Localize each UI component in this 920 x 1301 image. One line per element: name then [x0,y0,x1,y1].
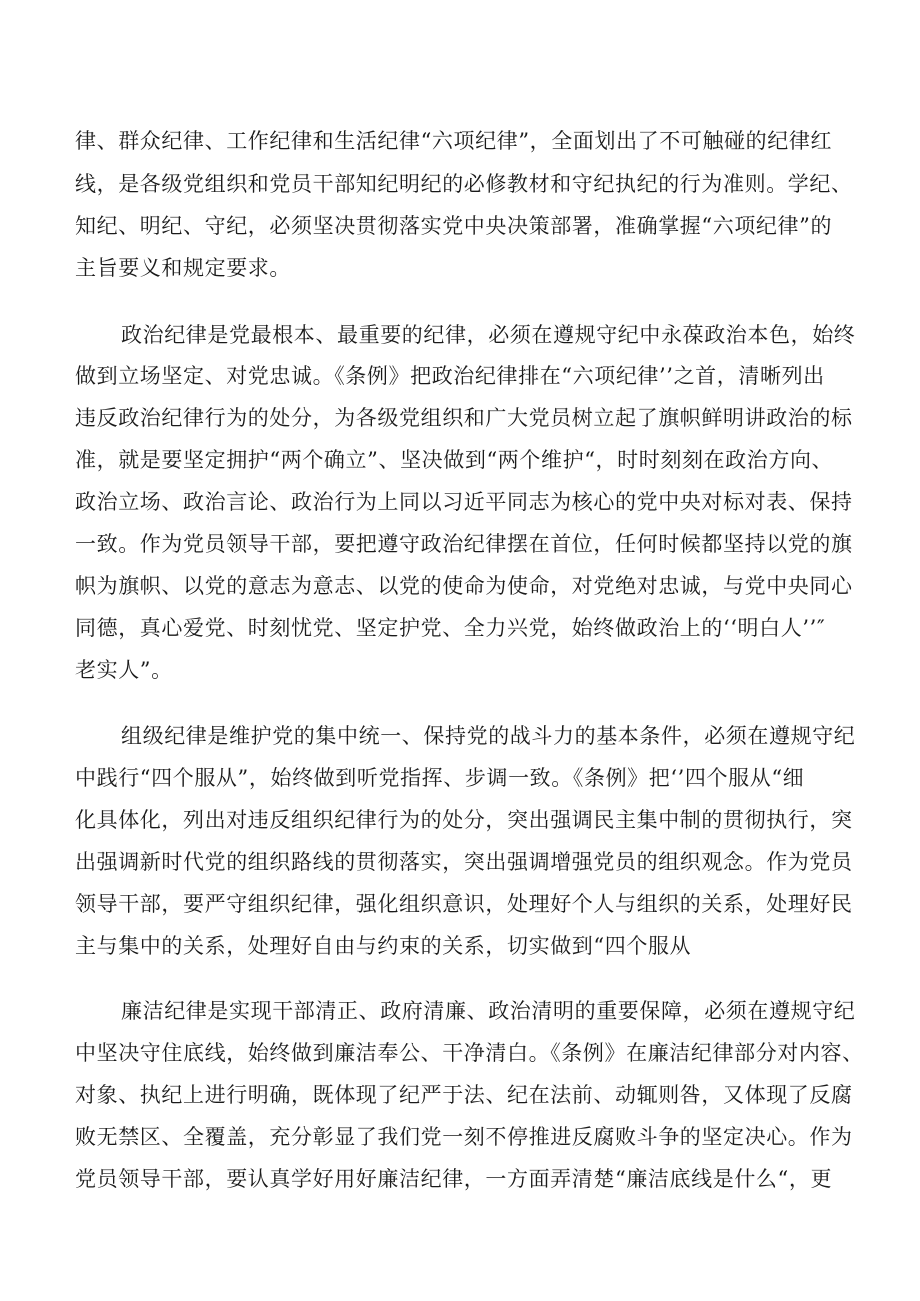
text-line: 老实人”。 [75,658,173,682]
text-line: 同德，真心爱党、时刻忧党、坚定护党、全力兴党，始终做政治上的‘‘明白人’’″ [75,616,826,640]
text-line: 违反政治纪律行为的处分，为各级党组织和广大党员树立起了旗帜鲜明讲政治的标 [75,406,853,430]
text-line: 出强调新时代党的组织路线的贯彻落实，突出强调增强党员的组织观念。作为党员 [75,850,853,874]
text-line: 组级纪律是维护党的集中统一、保持党的战斗力的基本条件，必须在遵规守纪 [121,724,856,748]
text-line: 化具体化，列出对违反组织纪律行为的处分，突出强调民主集中制的贯彻执行，突 [75,808,853,832]
text-line: 主旨要义和规定要求。 [75,256,291,280]
text-line: 中坚决守住底线，始终做到廉洁奉公、干净清白。《条例》在廉洁纪律部分对内容、 [75,1041,864,1065]
text-line: 对象、执纪上进行明确，既体现了纪严于法、纪在法前、动辄则咎，又体现了反腐 [75,1083,853,1107]
text-line: 准，就是要坚定拥护“两个确立”、坚决做到“两个维护“，时时刻刻在政治方向、 [75,448,834,472]
text-line: 中践行“四个服从”，始终做到听党指挥、步调一致。《条例》把‘’四个服从“细 [75,766,805,790]
text-line: 主与集中的关系，处理好自由与约束的关系，切实做到“四个服从 [75,934,692,958]
text-line: 政治立场、政治言论、政治行为上同以习近平同志为核心的党中央对标对表、保持 [75,490,853,514]
text-line: 线，是各级党组织和党员干部知纪明纪的必修教材和守纪执纪的行为准则。学纪、 [75,172,853,196]
text-line: 政治纪律是党最根本、最重要的纪律，必须在遵规守纪中永葆政治本色，始终 [121,323,856,347]
text-line: 帜为旗帜、以党的意志为意志、以党的使命为使命，对党绝对忠诚，与党中央同心 [75,574,853,598]
text-line: 做到立场坚定、对党忠诚。《条例》把政治纪律排在“六项纪律’’之首，清晰列出 [75,364,825,388]
text-line: 败无禁区、全覆盖，充分彰显了我们党一刻不停推进反腐败斗争的坚定决心。作为 [75,1125,853,1149]
text-line: 领导干部，要严守组织纪律，强化组织意识，处理好个人与组织的关系，处理好民 [75,892,853,916]
text-line: 律、群众纪律、工作纪律和生活纪律“六项纪律”，全面划出了不可触碰的纪律红 [75,129,833,153]
text-line: 廉洁纪律是实现干部清正、政府清廉、政治清明的重要保障，必须在遵规守纪 [121,999,856,1023]
text-line: 知纪、明纪、守纪，必须坚决贯彻落实党中央决策部署，准确掌握“六项纪律”的 [75,214,833,238]
text-line: 一致。作为党员领导干部，要把遵守政治纪律摆在首位，任何时候都坚持以党的旗 [75,532,853,556]
text-line: 党员领导干部，要认真学好用好廉洁纪律，一方面弄清楚“廉洁底线是什么“，更 [75,1167,833,1191]
